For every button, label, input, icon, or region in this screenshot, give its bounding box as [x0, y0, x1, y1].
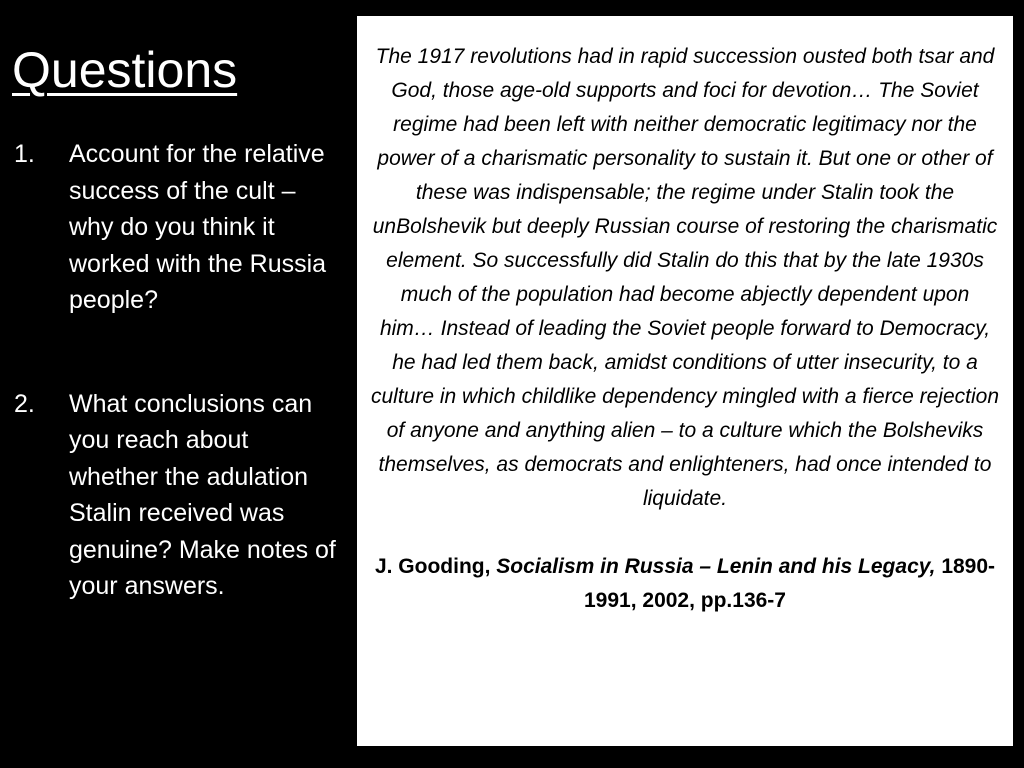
- citation-work-title: Socialism in Russia – Lenin and his Legacy,: [496, 555, 936, 578]
- slide-title: Questions: [12, 42, 238, 98]
- question-item-1: [14, 136, 344, 319]
- question-text: Account for the relative success of the cult – why do you think it worked with the Russia people?: [69, 140, 327, 314]
- citation: [371, 550, 999, 618]
- question-item-2: [14, 386, 344, 605]
- question-text: What conclusions can you reach about whether the adulation Stalin received was genuine? Make notes of your answers.: [69, 389, 336, 600]
- citation-details: 1890-1991, 2002, pp.136-7: [584, 555, 996, 612]
- question-number: 2.: [14, 389, 35, 418]
- quote-text: The 1917 revolutions had in rapid succession ousted both tsar and God, those age-old supports and foci for devotion… The Soviet regime had been left with neither democratic legitimacy nor the power of a charismatic personality to sustain it. But one or other of these was indispensable; the regime under Stalin took the unBolshevik but deeply Russian course of restoring the charismatic element. So successfully did Stalin do this that by the late 1930s much of the population had become abjectly dependent upon him… Instead of leading the Soviet people forward to Democracy, he had led them back, amidst conditions of utter insecurity, to a culture in which childlike dependency mingled with a fierce rejection of anyone and anything alien – to a culture which the Bolsheviks themselves, as democrats and enlighteners, had once intended to liquidate.: [371, 45, 1000, 510]
- quote-box: [357, 16, 1013, 746]
- question-list: [14, 136, 344, 605]
- question-number: 1.: [14, 140, 35, 168]
- citation-author: J. Gooding,: [374, 555, 497, 578]
